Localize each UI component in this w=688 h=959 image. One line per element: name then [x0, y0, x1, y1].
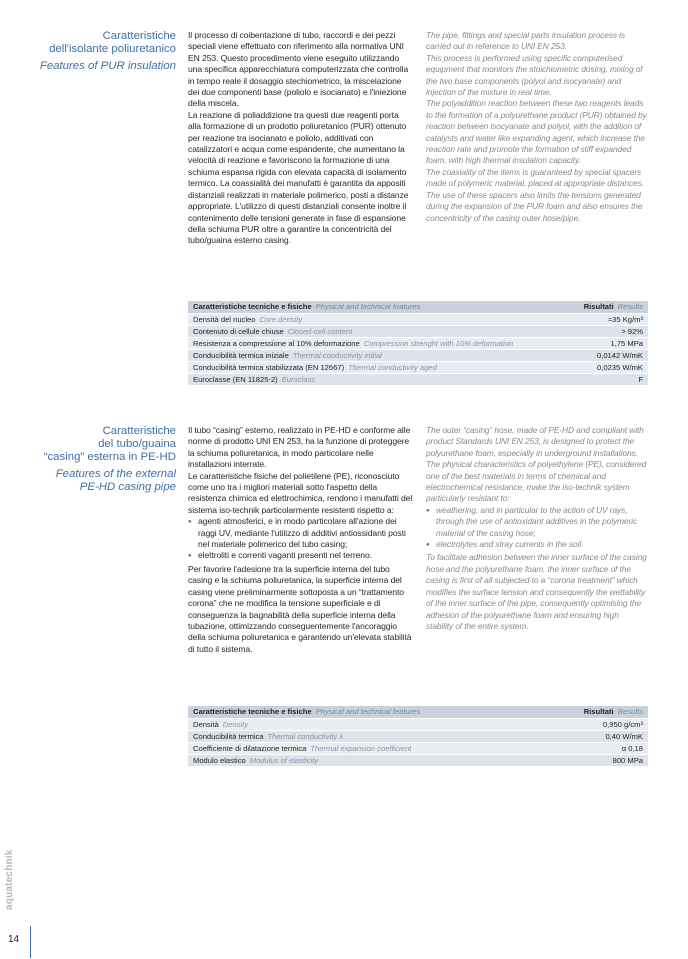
table-row [188, 361, 648, 373]
section1-title-it-line1: Caratteristiche [102, 30, 176, 42]
table-cell-property: Densità del nucleo Core density [188, 313, 558, 325]
section2-it-paragraph: Il tubo “casing” esterno, realizzato in PE-HD e conforme alle norme di prodotto UNI EN 253, ha la funzione di proteggere la schiuma poliuretanica, in modo particolare nelle installazioni interrate. [188, 425, 411, 470]
section2-title-it-line3: “casing” esterna in PE-HD [43, 451, 176, 463]
table-cell-property: Modulo elastico Modulus of elasticity [188, 754, 558, 766]
table-header-features: Caratteristiche tecniche e fisiche Physical and technical features [188, 301, 558, 313]
section2-title-en-line1: Features of the external [55, 468, 176, 480]
table-row [188, 718, 648, 730]
bullet-icon [188, 516, 198, 550]
table-cell-value: 0,0235 W/mK [558, 361, 648, 373]
section1-en-paragraph: This process is performed using specific computerised equipment that monitors the stoichiometric dosing, mixing of the two base components (polyol and isocyanate) and injection of the mixture in real time. [426, 52, 643, 98]
table-row [188, 754, 648, 766]
table-cell-value: α 0,18 [558, 742, 648, 754]
section2-body-it [188, 425, 413, 655]
list-item: ● weathering, and in particular to the action of UV rays, through the use of antioxidant additives in the polymeric material of the casing hose; [426, 505, 648, 539]
section1-it-paragraph: Il processo di coibentazione di tubo, raccordi e dei pezzi speciali viene effettuato con riferimento alla normativa UNI EN 253. Questo procedimento viene eseguito utilizzando una specifica apparecchiatura computerizzata che controlla in tempo reale il dosaggio stechiometrico, la miscelazione dei due componenti base (poliolo e isocianato) e l'iniezione della miscela. [188, 30, 409, 109]
list-item: ● elettroliti e correnti vaganti presenti nel terreno. [188, 550, 413, 563]
table-header-row [188, 301, 648, 313]
section1-body-en [426, 30, 648, 224]
table-header-row [188, 706, 648, 718]
brand-wordmark: aquatechnik [4, 849, 15, 910]
page-number-divider [30, 926, 31, 958]
table-row [188, 349, 648, 361]
table-cell-value: > 92% [558, 325, 648, 337]
section1-title-en: Features of PUR insulation [39, 60, 176, 72]
table-row [188, 730, 648, 742]
section2-en-paragraph: The physical characteristics of polyethylene (PE), considered one of the best materials in terms of chemical and electrochemical resistance, make the iso-technik system particularly resistant to: [426, 459, 647, 504]
section1-en-paragraph: The pipe, fittings and special parts insulation process is carried out in reference to UNI EN 253. [426, 30, 626, 52]
table-header-results: Risultati Results [558, 706, 648, 718]
section1-en-paragraph: The polyaddition reaction between these two reagents leads to the formation of a polyurethane product (PUR) obtained by reaction between isocyanate and polyol, with the addition of catalysts and water like expanding agent, which increase the reaction rate and promote the formation of stiff expanded foam, with high thermal insulation capacity. [426, 98, 647, 166]
table-cell-property: Euroclasse (EN 11825-2) Euroclass [188, 373, 558, 385]
table-row [188, 337, 648, 349]
section1-heading [8, 30, 176, 73]
table-row [188, 373, 648, 385]
section1-en-paragraph: The use of these spacers also limits the tensions generated during the expansion of the PUR foam and also ensures the concentricity of the casing outer hose/pipe. [426, 189, 643, 223]
section2-title-it-line2: del tubo/guaina [98, 438, 176, 450]
table-row [188, 325, 648, 337]
bullet-icon [426, 505, 436, 539]
table-cell-value: F [558, 373, 648, 385]
table-cell-value: ≈35 Kg/m³ [558, 313, 648, 325]
list-item: ● agenti atmosferici, e in modo particolare all'azione dei raggi UV, mediante l'utilizzo di additivi antiossidanti posti nel materiale polimerico del tubo casing; [188, 516, 413, 550]
brand-logo [4, 849, 20, 922]
table-row [188, 742, 648, 754]
table-cell-property: Conducibilità termica iniziale Thermal conductivity initial [188, 349, 558, 361]
bullet-icon [426, 539, 436, 552]
table-header-results: Risultati Results [558, 301, 648, 313]
section2-title-en-line2: PE-HD casing pipe [79, 481, 176, 493]
section1-spec-table [188, 301, 648, 386]
table-cell-property: Contenuto di cellule chiuse Closed-cell content [188, 325, 558, 337]
section2-en-paragraph: The outer “casing” hose, made of PE-HD and compliant with product Standards UNI EN 253, is designed to protect the polyurethane foam, especially in underground installations. [426, 425, 644, 458]
table-cell-value: 0,950 g/cm³ [558, 718, 648, 730]
table-cell-value: 1,75 MPa [558, 337, 648, 349]
page-number: 14 [8, 934, 20, 945]
section1-it-paragraph: La reazione di poliaddizione tra questi due reagenti porta alla formazione di un prodotto poliuretanico (PUR) ottenuto per reazione tra isocianato e poliolo, additivati con catalizzatori e acqua come espandente, che aumentano la velocità di reazione e favoriscono la formazione di una schiuma espansa rigida con elevata capacità di isolamento termico. La coassialità dei manufatti è garantita da appositi distanziali realizzati in materiale polimerico, posti a distanze appropriate. L'utilizzo di questi distanziali consente inoltre il contenimento delle tensioni generate in fase di espansione della schiuma PUR oltre a garantire la concentricità del tubo/guaina esterno casing. [188, 109, 409, 246]
section2-spec-table [188, 706, 648, 767]
table-cell-property: Resistenza a compressione al 10% deformazione Compression strenght with 10% deformation [188, 337, 558, 349]
section2-body-en [426, 425, 648, 632]
table-cell-property: Coefficiente di dilatazione termica Thermal expansion coefficient [188, 742, 558, 754]
table-cell-value: 0,40 W/mK [558, 730, 648, 742]
table-header-features: Caratteristiche tecniche e fisiche Physical and technical features [188, 706, 558, 718]
section2-it-paragraph: Per favorire l'adesione tra la superficie interna del tubo casing e la schiuma poliuretanica, la superficie interna del casing viene preliminarmente sottoposta a un “trattamento corona” che ne modifica la tensione superficiale e di conseguenza la bagnabilità della superficie interna della tubazione, ottimizzando conseguentemente l'ancoraggio della schiuma poliuretanica e garantendo un'elevata stabilità di tutto il sistema. [188, 563, 412, 654]
table-cell-value: 800 MPa [558, 754, 648, 766]
section1-title-it-line2: dell'isolante poliuretanico [49, 43, 176, 55]
bullet-icon [188, 550, 198, 563]
table-cell-property: Conducibilità termica stabilizzata (EN 12667) Thermal conductivity aged [188, 361, 558, 373]
table-cell-value: 0,0142 W/mK [558, 349, 648, 361]
section2-en-paragraph: To facilitate adhesion between the inner surface of the casing hose and the polyurethane foam, the inner surface of the casing is first of all subjected to a “corona treatment” which modifies the surface tension and consequently the wettability of the inner surface of the pipe, consequently optimising the adhesion of the polyurethane foam and ensuring high stability of the entire system. [426, 552, 647, 631]
list-item: ● electrolytes and stray currents in the soil. [426, 539, 648, 552]
section1-en-paragraph: The coaxiality of the items is guaranteed by special spacers made of polymeric material, placed at appropriate distances. [426, 166, 644, 189]
section1-body-it [188, 30, 413, 247]
section2-title-it-line1: Caratteristiche [102, 425, 176, 437]
section2-heading [8, 425, 176, 494]
section2-it-paragraph: Le caratteristiche fisiche del polietilene (PE), riconosciuto come uno tra i migliori materiali sotto l'aspetto della resistenza chimica ed elettrochimica, rendono i manufatti del sistema iso-technik particolarmente resistenti rispetto a: [188, 470, 413, 515]
table-cell-property: Conducibilità termica Thermal conductivity λ [188, 730, 558, 742]
table-row [188, 313, 648, 325]
table-cell-property: Densità Density [188, 718, 558, 730]
